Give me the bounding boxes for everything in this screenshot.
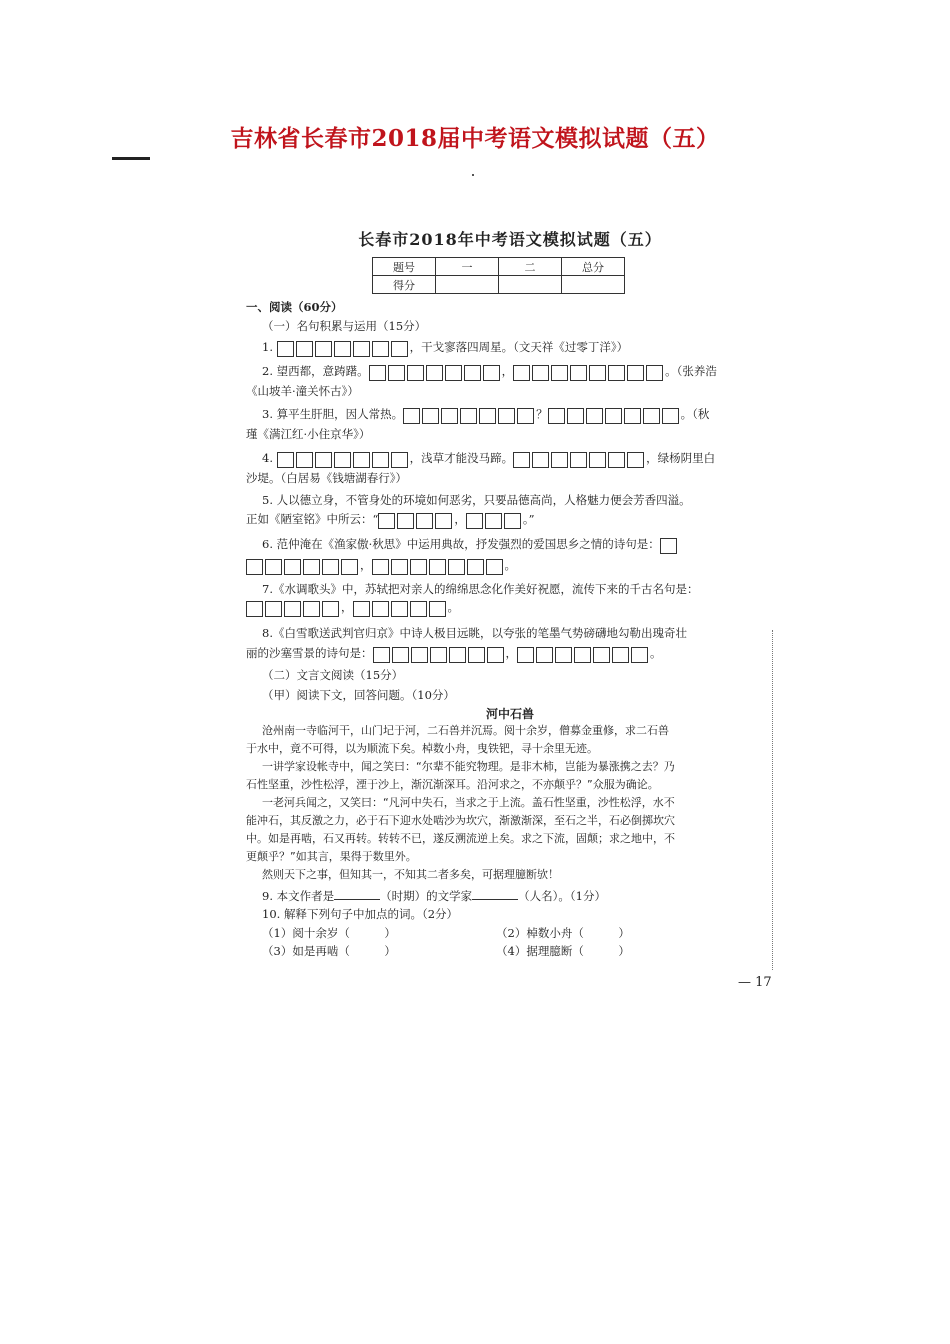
- sub-heading: （甲）阅读下文，回答问题。（10分）: [262, 688, 455, 702]
- q10-item: （3）如是再啮（ ）: [262, 944, 396, 958]
- punctuation: 。: [447, 600, 459, 614]
- exam-title: 长春市2018年中考语文模拟试题（五）: [358, 230, 662, 249]
- answer-boxes[interactable]: [372, 558, 505, 575]
- answer-boxes[interactable]: [373, 646, 506, 663]
- title-dash: [112, 157, 150, 160]
- speck: [472, 174, 474, 176]
- question-7: 7.《水调歌头》中，苏轼把对亲人的绵绵思念化作美好祝愿，流传下来的千古名句是：: [262, 582, 699, 596]
- part-heading: （二）文言文阅读（15分）: [262, 668, 404, 682]
- page-number: — 17: [738, 975, 772, 990]
- fill-blank[interactable]: [472, 887, 518, 900]
- score-cell: [499, 276, 562, 294]
- question-5-cont: [246, 511, 535, 529]
- question-1: [262, 339, 628, 357]
- passage-line: 更颠乎？”如其言，果得于数里外。: [246, 850, 417, 863]
- q10-item: （2）棹数小舟（ ）: [496, 926, 630, 940]
- question-8-cont: [246, 645, 662, 663]
- q10-item: （1）阅十余岁（ ）: [262, 926, 396, 940]
- score-cell: [562, 276, 625, 294]
- question-text: （人名）。（1分）: [518, 889, 606, 903]
- question-text: 。（张养浩: [665, 364, 717, 378]
- question-text: ，干戈寥落四周星。（文天祥《过零丁洋》）: [409, 340, 629, 354]
- question-5: 5. 人以德立身，不管身处的环境如何恶劣，只要品德高尚，人格魅力便会芳香四溢。: [262, 493, 691, 507]
- doc-title: 吉林省长春市2018届中考语文模拟试题（五）: [230, 125, 720, 152]
- answer-boxes[interactable]: [246, 558, 360, 575]
- passage-title: 河中石兽: [485, 707, 534, 721]
- passage-line: 于水中，竟不可得，以为顺流下矣。棹数小舟，曳铁钯，寻十余里无迹。: [246, 742, 598, 755]
- passage: [246, 722, 746, 884]
- score-cell: 题号: [373, 258, 436, 276]
- question-8: 8.《白雪歌送武判官归京》中诗人极目远眺，以夸张的笔墨气势磅礴地勾勒出瑰奇壮: [262, 626, 687, 640]
- question-4: [262, 450, 715, 468]
- answer-boxes[interactable]: [353, 600, 448, 617]
- question-text: ，浅草才能没马蹄。: [409, 451, 514, 465]
- answer-boxes[interactable]: [246, 600, 341, 617]
- question-text: 。（秋: [680, 407, 710, 421]
- answer-boxes[interactable]: [513, 364, 665, 381]
- punctuation: ？: [536, 407, 548, 421]
- score-value-row: [373, 276, 625, 294]
- answer-boxes[interactable]: [517, 646, 650, 663]
- score-cell: 总分: [562, 258, 625, 276]
- answer-boxes[interactable]: [369, 364, 502, 381]
- question-text: 2. 望西都，意踌躇。: [262, 364, 369, 378]
- passage-line: 一老河兵闻之，又笑曰：“凡河中失石，当求之于上流。盖石性坚重，沙性松浮，水不: [262, 796, 675, 809]
- question-text: 3. 算平生肝胆，因人常热。: [262, 407, 404, 421]
- answer-boxes[interactable]: [378, 512, 454, 529]
- punctuation: ，: [505, 646, 517, 660]
- score-cell: 一: [436, 258, 499, 276]
- punctuation: ，: [341, 600, 353, 614]
- question-text: 丽的沙塞雪景的诗句是：: [246, 646, 373, 660]
- scanned-exam-page: [240, 205, 780, 1005]
- answer-boxes[interactable]: [277, 340, 410, 357]
- score-table: [372, 257, 625, 294]
- punctuation: 。: [650, 646, 662, 660]
- question-text: 9. 本文作者是: [262, 889, 335, 903]
- part-heading: （一）名句积累与运用（15分）: [262, 319, 427, 333]
- binding-dotted-line: [772, 630, 773, 970]
- question-9: [262, 887, 606, 904]
- question-3-cont: 瑾《满江红·小住京华》）: [246, 427, 371, 441]
- punctuation: 。”: [522, 512, 535, 526]
- question-2: [262, 363, 717, 381]
- question-6-cont: [246, 557, 516, 575]
- punctuation: ，: [360, 558, 372, 572]
- score-cell: 二: [499, 258, 562, 276]
- question-text: 6. 范仲淹在《渔家傲·秋思》中运用典故，抒发强烈的爱国思乡之情的诗句是：: [262, 537, 660, 551]
- question-6: [262, 536, 679, 554]
- punctuation: 。: [504, 558, 516, 572]
- answer-boxes[interactable]: [548, 407, 681, 424]
- question-number: 4.: [262, 451, 273, 465]
- question-text: ，绿杨阴里白: [646, 451, 716, 465]
- passage-line: 中。如是再啮，石又再转。转转不已，遂反溯流逆上矣。求之下流，固颠；求之地中，不: [246, 832, 675, 845]
- score-header-row: [373, 258, 625, 276]
- question-text: （时期）的文学家: [380, 889, 473, 903]
- question-10: 10. 解释下列句子中加点的词。（2分）: [262, 907, 459, 921]
- q10-item: （4）据理臆断（ ）: [496, 944, 630, 958]
- question-text: 正如《陋室铭》中所云：“: [246, 512, 379, 526]
- punctuation: ，: [501, 364, 514, 378]
- passage-line: 然则天下之事，但知其一，不知其二者多矣，可据理臆断欤！: [262, 868, 559, 881]
- fill-blank[interactable]: [334, 887, 380, 900]
- answer-boxes[interactable]: [660, 537, 679, 554]
- passage-line: 石性坚重，沙性松浮，湮于沙上，渐沉渐深耳。沿河求之，不亦颠乎？”众服为确论。: [246, 778, 659, 791]
- answer-boxes[interactable]: [403, 407, 536, 424]
- question-2-cont: 《山坡羊·潼关怀古》）: [246, 384, 359, 398]
- punctuation: ，: [454, 512, 466, 526]
- question-3: [262, 406, 709, 424]
- answer-boxes[interactable]: [466, 512, 523, 529]
- passage-line: 一讲学家设帐寺中，闻之笑曰：“尔辈不能究物理。是非木柿，岂能为暴涨携之去？乃: [262, 760, 675, 773]
- section-heading: 一、阅读（60分）: [246, 300, 343, 314]
- score-cell: [436, 276, 499, 294]
- question-number: 1.: [262, 340, 273, 354]
- question-4-cont: 沙堤。（白居易《钱塘湖春行》）: [246, 471, 407, 485]
- answer-boxes[interactable]: [513, 451, 646, 468]
- score-cell: 得分: [373, 276, 436, 294]
- passage-line: 沧州南一寺临河干，山门圮于河，二石兽并沉焉。阅十余岁，僧募金重修，求二石兽: [262, 724, 669, 737]
- question-7-cont: [246, 599, 459, 617]
- passage-line: 能冲石，其反激之力，必于石下迎水处啮沙为坎穴，渐激渐深，至石之半，石必倒掷坎穴: [246, 814, 675, 827]
- answer-boxes[interactable]: [277, 451, 410, 468]
